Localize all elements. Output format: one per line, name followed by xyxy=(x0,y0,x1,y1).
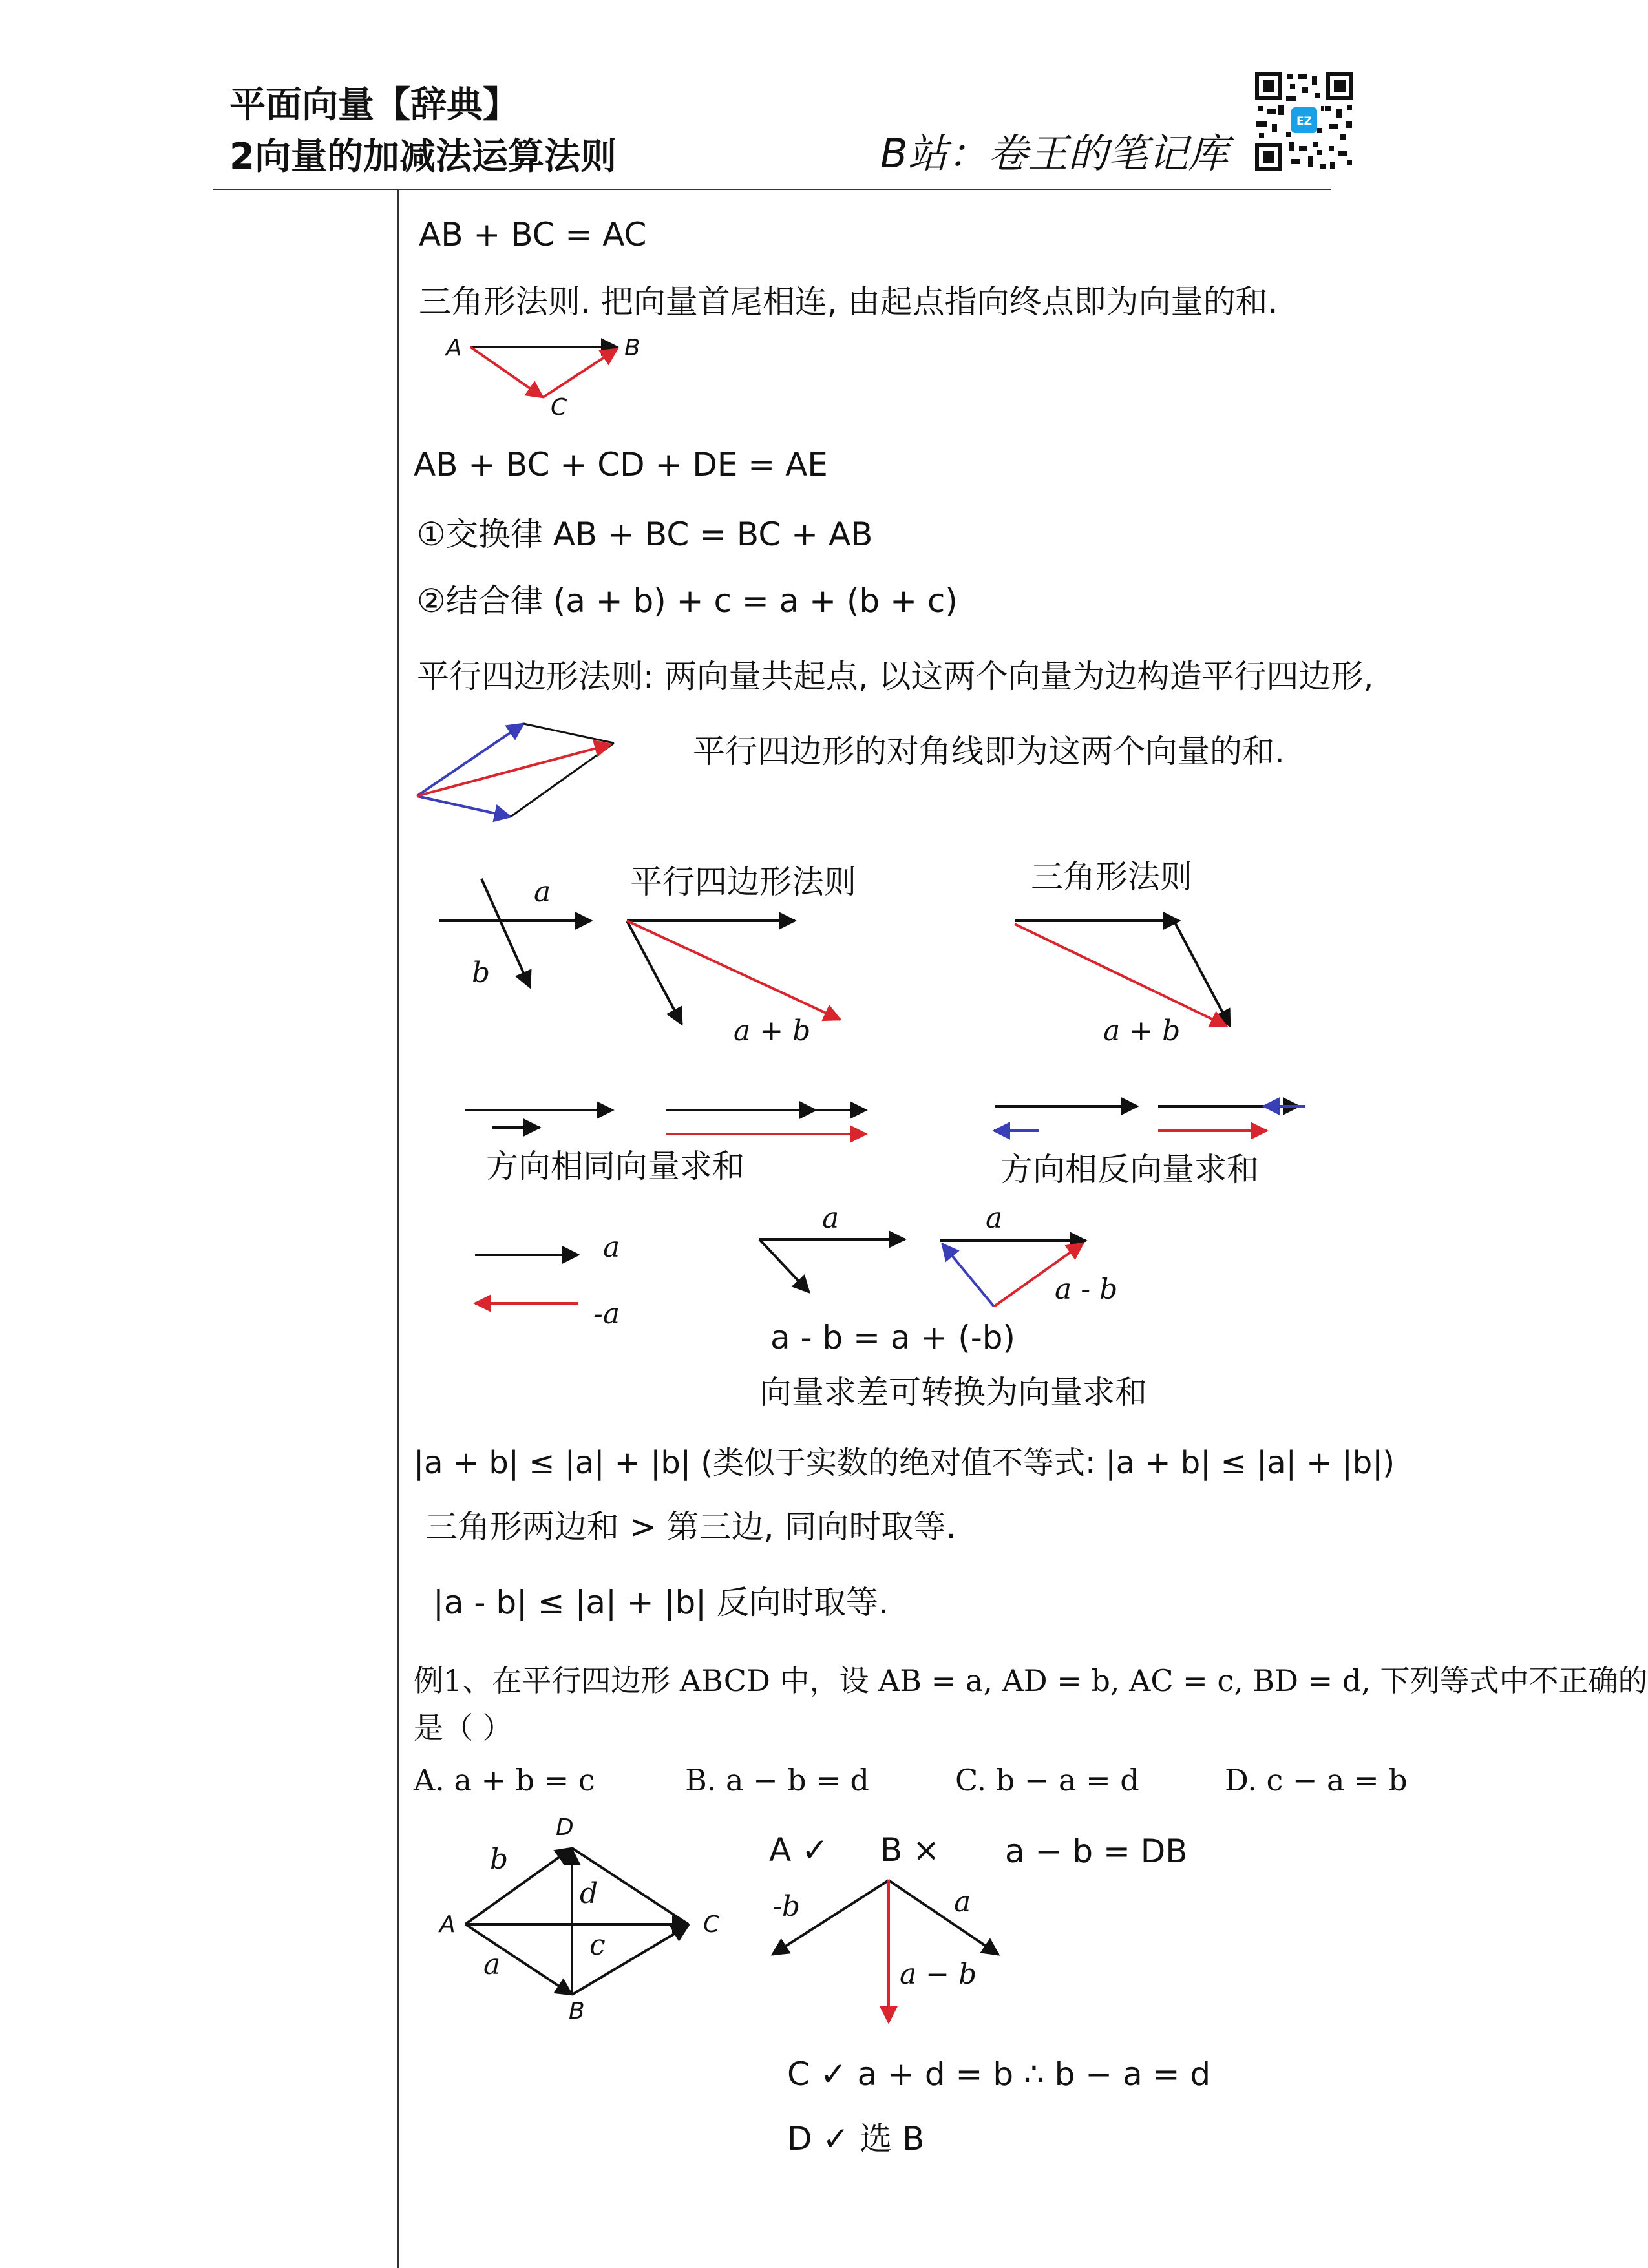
sol-label-a: A xyxy=(439,1911,456,1938)
fig3-label-b: b xyxy=(472,956,491,989)
sol-c-check: C ✓ a + d = b ∴ b − a = d xyxy=(787,2055,1211,2093)
sol-b-equation: a − b = DB xyxy=(1005,1832,1188,1870)
sol-label-c: C xyxy=(703,1911,720,1938)
fig5-label-neg-a: -a xyxy=(593,1297,620,1330)
inequality-sum-note: 三角形两边和 > 第三边, 同向时取等. xyxy=(425,1508,956,1546)
fig5-a-minus-b: a - b xyxy=(1055,1273,1118,1306)
fig3-sum-tri: a + b xyxy=(1103,1014,1181,1047)
header-title: 平面向量【辞典】 xyxy=(229,84,519,126)
fig3-sum-para: a + b xyxy=(734,1014,811,1047)
option-c: C. b − a = d xyxy=(955,1763,1139,1798)
inequality-sum: |a + b| ≤ |a| + |b| (类似于实数的绝对值不等式: |a + b| ≤ |a| + |b|) xyxy=(414,1445,1395,1481)
parallelogram-diag-text: 平行四边形的对角线即为这两个向量的和. xyxy=(693,733,1285,770)
fig1-label-b: B xyxy=(624,335,640,361)
sol-d-check: D ✓ 选 B xyxy=(787,2120,925,2158)
commutative-law: ①交换律 AB + BC = BC + AB xyxy=(417,516,873,553)
fig5-label-a2: a xyxy=(822,1202,840,1235)
fig3-tri-title: 三角形法则 xyxy=(1031,858,1192,896)
opposite-direction-caption: 方向相反向量求和 xyxy=(1000,1151,1259,1188)
eq-chain: AB + BC + CD + DE = AE xyxy=(414,446,828,483)
header-subtitle: 2向量的加减法运算法则 xyxy=(229,136,617,178)
parallelogram-rule-text: 平行四边形法则: 两向量共起点, 以这两个向量为边构造平行四边形, xyxy=(417,658,1374,695)
example-stem-line2: 是（ ） xyxy=(414,1710,512,1745)
associative-law: ②结合律 (a + b) + c = a + (b + c) xyxy=(417,582,958,620)
same-direction-caption: 方向相同向量求和 xyxy=(486,1148,745,1185)
channel-label: B站：卷王的笔记库 xyxy=(880,130,1229,177)
fig5-label-a3: a xyxy=(986,1202,1003,1235)
qr-badge: EZ xyxy=(1296,115,1312,128)
fig1-label-c: C xyxy=(551,394,567,421)
option-a: A. a + b = c xyxy=(414,1763,595,1798)
triangle-rule-text: 三角形法则. 把向量首尾相连, 由起点指向终点即为向量的和. xyxy=(419,283,1278,320)
sol-a-minus-b: a − b xyxy=(900,1958,977,1991)
fig3-para-title: 平行四边形法则 xyxy=(630,863,856,901)
sol-a-check: A ✓ xyxy=(769,1831,829,1869)
sol-vec-d: d xyxy=(580,1877,598,1910)
subtraction-equation: a - b = a + (-b) xyxy=(770,1319,1016,1356)
fig1-label-a: A xyxy=(446,335,462,361)
fig5-label-a: a xyxy=(603,1231,620,1264)
eq-ab-bc: AB + BC = AC xyxy=(419,216,647,253)
option-d: D. c − a = b xyxy=(1225,1763,1408,1798)
fig3-label-a: a xyxy=(534,876,551,908)
example-stem: 例1、在平行四边形 ABCD 中，设 AB = a, AD = b, AC = c, BD = d, 下列等式中不正确的 xyxy=(414,1663,1648,1698)
sol-b-cross: B × xyxy=(880,1831,940,1869)
sol-vec-b: b xyxy=(490,1843,509,1876)
option-b: B. a − b = d xyxy=(685,1763,869,1798)
inequality-diff: |a - b| ≤ |a| + |b| 反向时取等. xyxy=(433,1584,889,1621)
sol-vec-a: a xyxy=(483,1948,501,1981)
sol-vec-a2: a xyxy=(954,1885,971,1918)
sol-neg-b: -b xyxy=(772,1890,801,1923)
sol-label-b: B xyxy=(569,1998,585,2024)
sol-vec-c: c xyxy=(589,1929,606,1962)
sol-label-d: D xyxy=(556,1814,574,1841)
subtraction-caption: 向量求差可转换为向量求和 xyxy=(759,1374,1147,1411)
